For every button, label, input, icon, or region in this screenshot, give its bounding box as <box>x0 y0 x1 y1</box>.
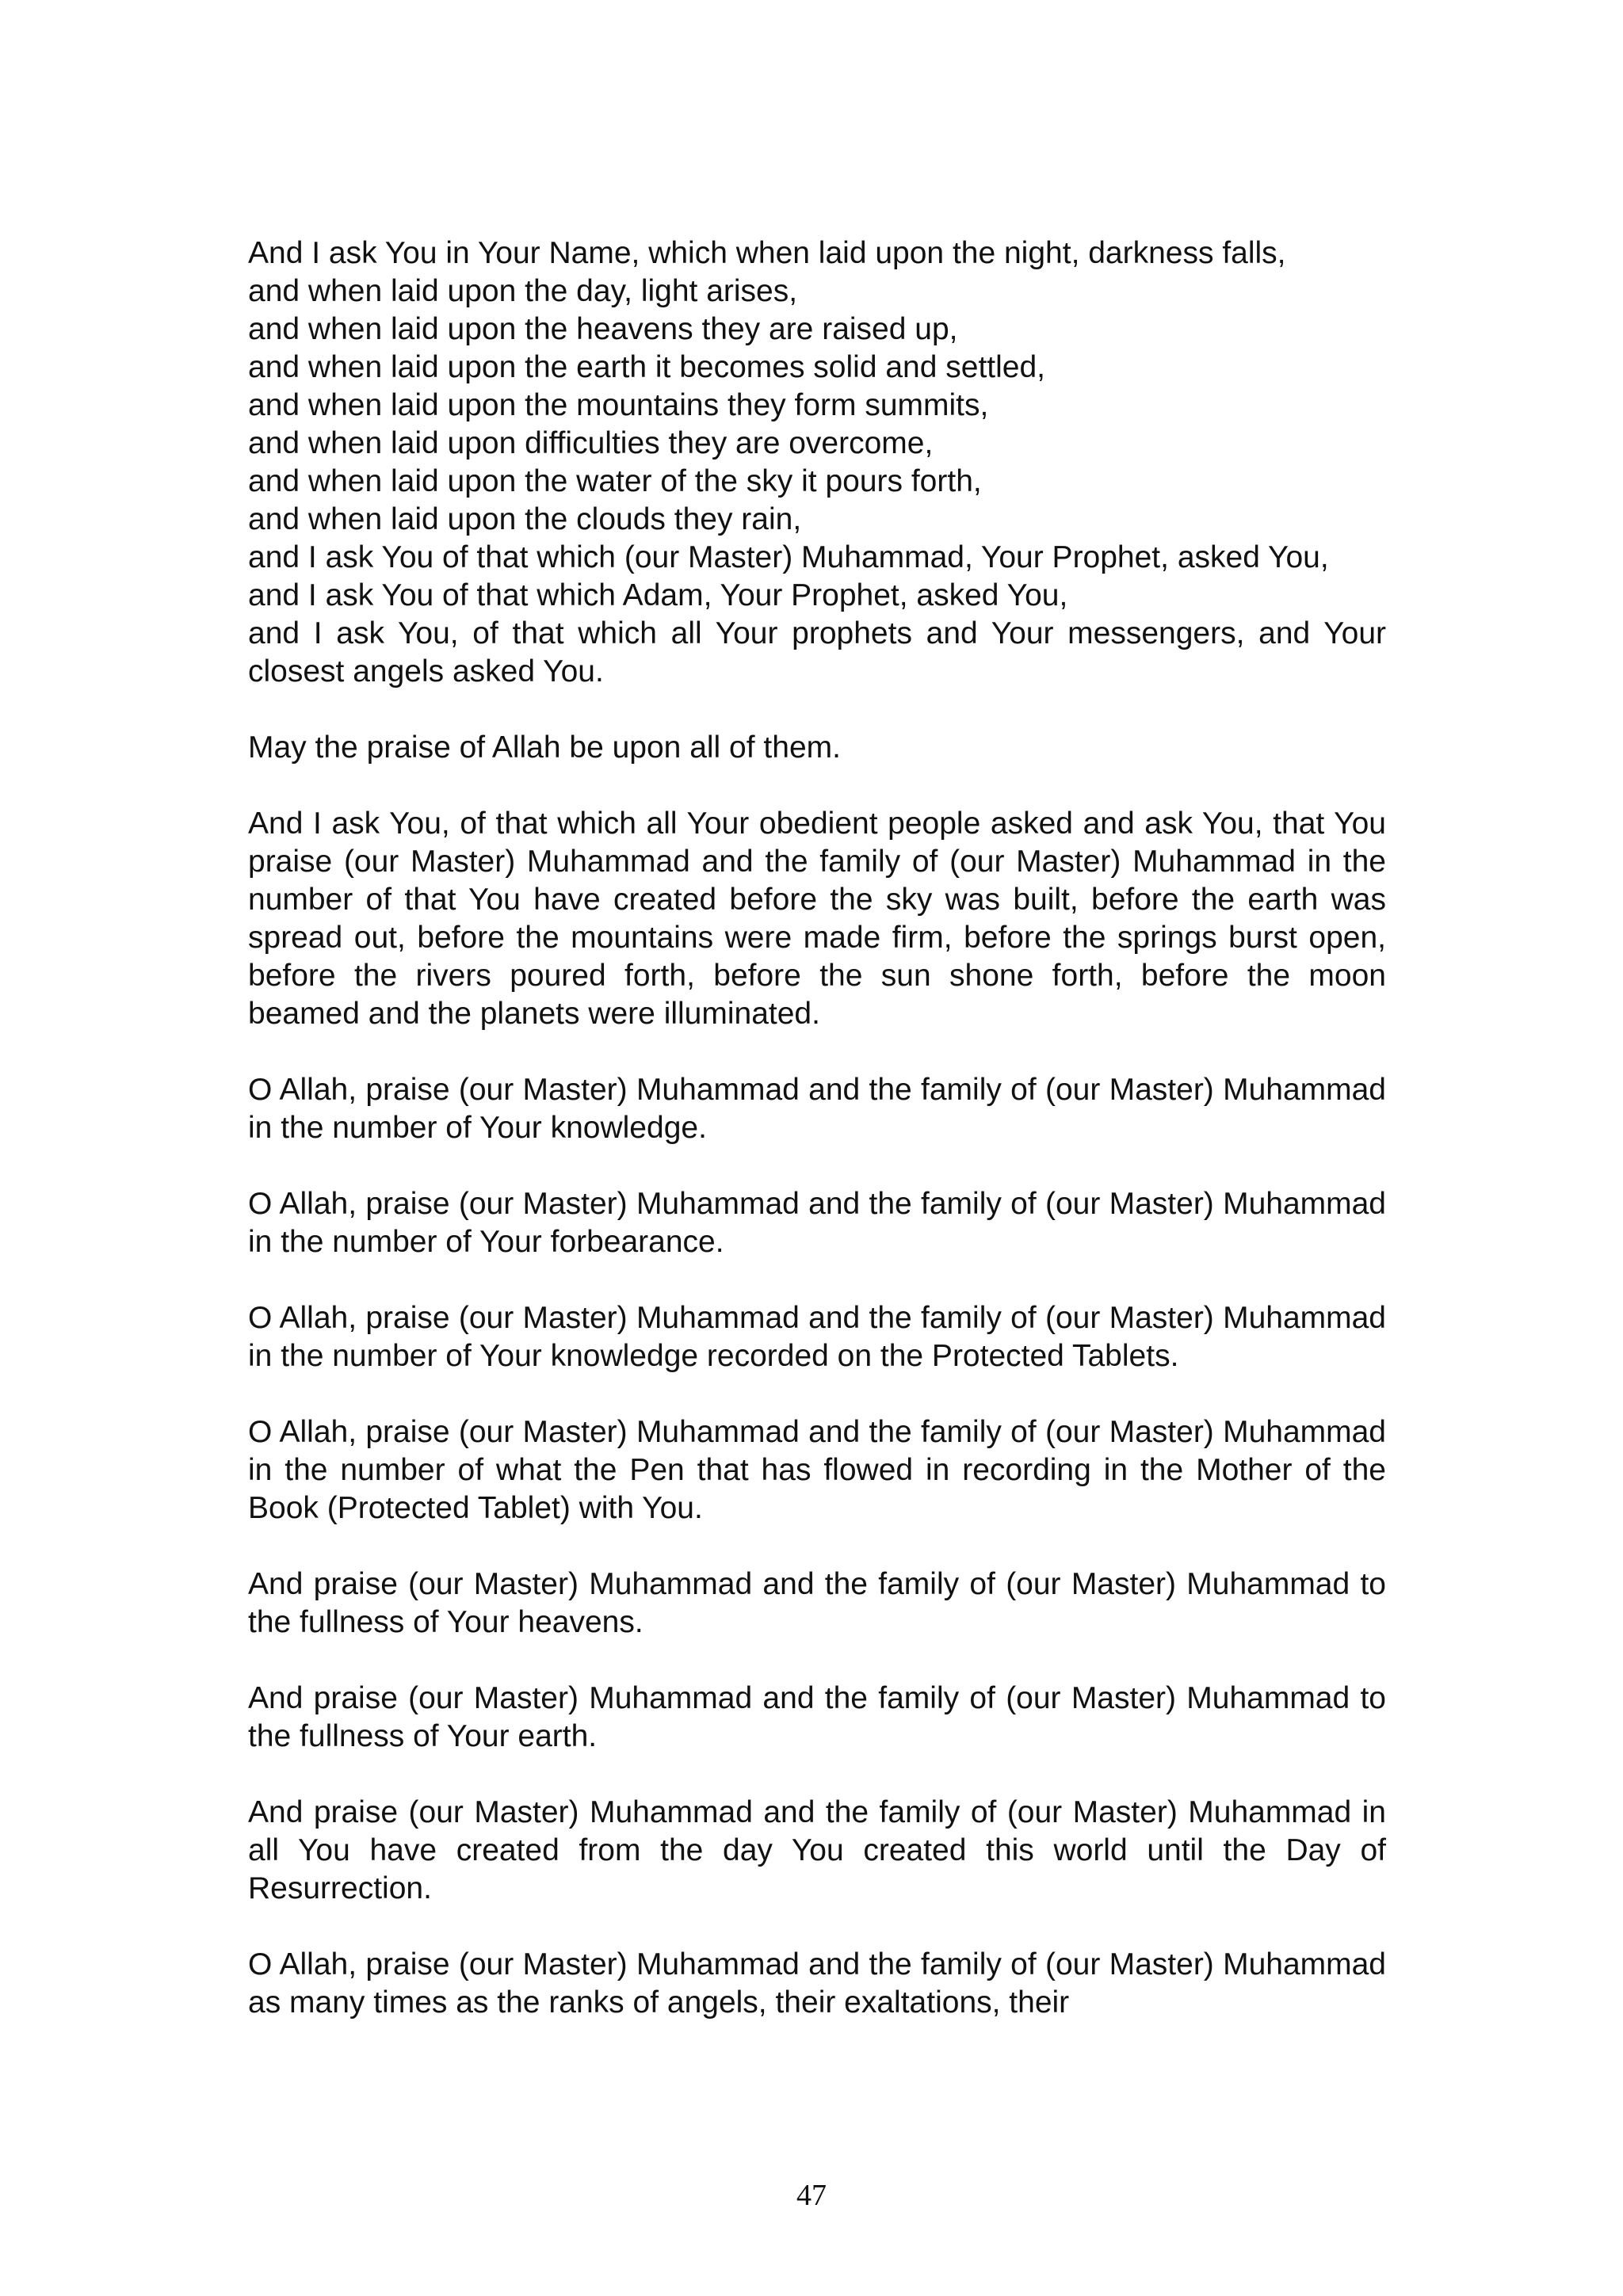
paragraph: O Allah, praise (our Master) Muhammad and the family of (our Master) Muhammad in the number of Your knowledge recorded on the Protected Tablets. <box>248 1301 1386 1373</box>
supplication-line: and I ask You of that which (our Master) Muhammad, Your Prophet, asked You, <box>248 540 1329 574</box>
paragraph: May the praise of Allah be upon all of them. <box>248 730 841 765</box>
supplication-line: and when laid upon the earth it becomes solid and settled, <box>248 350 1046 384</box>
page-number: 47 <box>796 2179 827 2212</box>
paragraph: O Allah, praise (our Master) Muhammad and the family of (our Master) Muhammad in the number of Your forbearance. <box>248 1187 1386 1259</box>
supplication-line: And I ask You in Your Name, which when laid upon the night, darkness falls, <box>248 236 1286 270</box>
supplication-line: and when laid upon difficulties they are overcome, <box>248 426 934 460</box>
paragraph: And praise (our Master) Muhammad and the family of (our Master) Muhammad to the fullness of Your heavens. <box>248 1567 1386 1639</box>
supplication-line: and I ask You, of that which all Your prophets and Your messengers, and Your closest angels asked You. <box>248 616 1386 688</box>
paragraph: And praise (our Master) Muhammad and the family of (our Master) Muhammad to the fullness of Your earth. <box>248 1681 1386 1753</box>
supplication-line: and when laid upon the day, light arises, <box>248 274 798 308</box>
supplication-line: and when laid upon the clouds they rain, <box>248 502 802 536</box>
opening-supplication <box>248 235 1386 691</box>
paragraph: And praise (our Master) Muhammad and the family of (our Master) Muhammad in all You have created from the day You created this world until the Day of Resurrection. <box>248 1795 1386 1905</box>
paragraph: O Allah, praise (our Master) Muhammad and the family of (our Master) Muhammad in the number of Your knowledge. <box>248 1073 1386 1145</box>
supplication-line: and when laid upon the heavens they are raised up, <box>248 312 958 346</box>
supplication-line: and when laid upon the water of the sky it pours forth, <box>248 464 982 498</box>
supplication-line: and I ask You of that which Adam, Your Prophet, asked You, <box>248 578 1068 612</box>
supplication-line: and when laid upon the mountains they form summits, <box>248 388 989 422</box>
paragraph: O Allah, praise (our Master) Muhammad and the family of (our Master) Muhammad as many times as the ranks of angels, their exaltations, their <box>248 1947 1386 2019</box>
page-body <box>248 235 1386 2060</box>
paragraph: And I ask You, of that which all Your obedient people asked and ask You, that You praise (our Master) Muhammad and the family of (our Master) Muhammad in the number of that You have created before the sky was built, before the earth was spread out, before the mountains were made firm, before the springs burst open, before the rivers poured forth, before the sun shone forth, before the moon beamed and the planets were illuminated. <box>248 807 1386 1031</box>
paragraph: O Allah, praise (our Master) Muhammad and the family of (our Master) Muhammad in the number of what the Pen that has flowed in recording in the Mother of the Book (Protected Tablet) with You. <box>248 1415 1386 1525</box>
